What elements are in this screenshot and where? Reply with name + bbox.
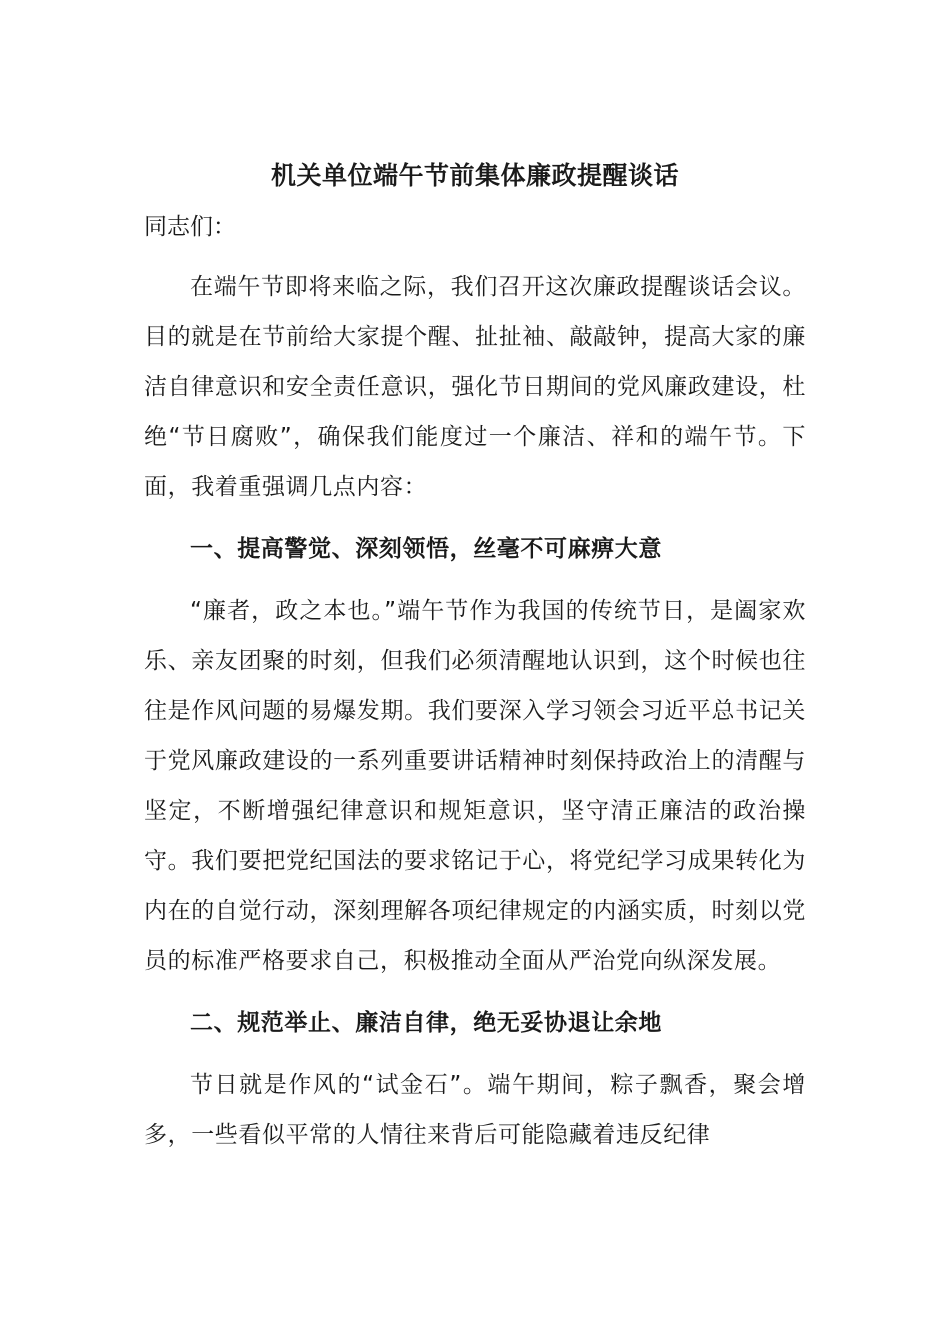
document-title: 机关单位端午节前集体廉政提醒谈话 <box>270 161 679 190</box>
section-1-paragraph: “廉者，政之本也。”端午节作为我国的传统节日，是阖家欢乐、亲友团聚的时刻，但我们必须清醒地认识到，这个时候也往往是作风问题的易爆发期。我们要深入学习领会习近平总书记关于党风廉政建设的一系列重要讲话精神时刻保持政治上的清醒与坚定，不断增强纪律意识和规矩意识，坚守清正廉洁的政治操守。我们要把党纪国法的要求铭记于心，将党纪学习成果转化为内在的自觉行动，深刻理解各项纪律规定的内涵实质，时刻以党员的标准严格要求自己，积极推动全面从严治党向纵深发展。 <box>144 598 806 974</box>
salutation: 同志们： <box>144 214 236 240</box>
section-1-heading: 一、提高警觉、深刻领悟，丝毫不可麻痹大意 <box>190 536 662 562</box>
section-2-paragraph: 节日就是作风的“试金石”。端午期间，粽子飘香，聚会增多，一些看似平常的人情往来背后可能隐藏着违反纪律 <box>144 1072 806 1148</box>
intro-paragraph: 在端午节即将来临之际，我们召开这次廉政提醒谈话会议。目的就是在节前给大家提个醒、扯扯袖、敲敲钟，提高大家的廉洁自律意识和安全责任意识，强化节日期间的党风廉政建设，杜绝“节日腐败”，确保我们能度过一个廉洁、祥和的端午节。下面，我着重强调几点内容： <box>144 274 806 500</box>
section-2-heading: 二、规范举止、廉洁自律，绝无妥协退让余地 <box>190 1010 662 1036</box>
document-body <box>144 150 806 1172</box>
